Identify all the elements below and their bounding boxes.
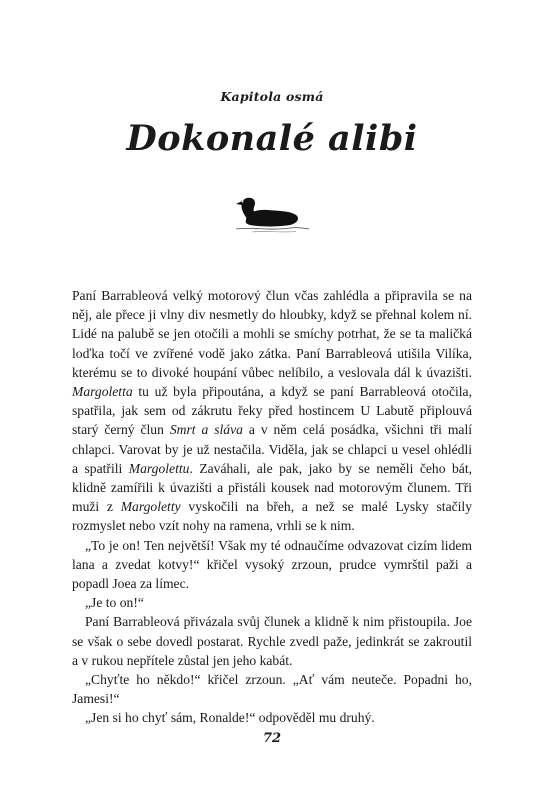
paragraph-text: „Chyťte ho někdo!“ křičel zrzoun. „Ať vám neuteče. Popadni ho, Jamesi!“ xyxy=(72,672,472,707)
paragraph-text: vyskočili na břeh, a než se malé Lysky stačily rozmyslet nebo vzít nohy na ramena, vrhli se k nim. xyxy=(72,499,473,534)
chapter-body-text xyxy=(72,286,472,728)
paragraph xyxy=(72,593,472,612)
italic-title-text: Margoletty xyxy=(120,499,181,515)
italic-title-text: Margolettu xyxy=(128,460,190,476)
paragraph-text: a v něm celá posádka, všichni tři malí chlapci. Varovat by je už nestačila. Viděla, jak se chlapci u vesel ohlédli a spatřili xyxy=(72,422,472,476)
coot-bird-icon xyxy=(232,193,312,235)
page-number: 72 xyxy=(262,731,282,746)
paragraph xyxy=(72,670,472,708)
paragraph-text: . Zaváhali, ale pak, jako by se neměli čeho bát, klidně zamířili k úvazišti a přistáli kousek nad motorovým člunem. Tři muži z xyxy=(72,460,472,515)
paragraph-text: Paní Barrableová přivázala svůj člunek a klidně k nim přistoupila. Joe se však o sebe dovedl postarat. Rychle zvedl paže, jedinkrát se zakroutil a v rukou nepřítele zůstal jen jeho kabát. xyxy=(72,614,472,668)
paragraph-text: tu už byla připoutána, a když se paní Barrableová otočila, spatřila, jak sem od zákrutu řeky před hostincem U Labutě připlouvá starý černý člun xyxy=(72,384,472,438)
chapter-label: Kapitola osmá xyxy=(220,89,324,104)
paragraph xyxy=(72,286,472,536)
paragraph xyxy=(72,708,472,727)
chapter-title: Dokonalé alibi xyxy=(126,118,418,159)
paragraph-text: Paní Barrableová velký motorový člun včas zahlédla a připravila se na něj, ale přece ji vlny div nesmetly do hloubky, když se přehnal kolem ní. Lidé na palubě se jen otočili a mohli se smíchy potrhat, že se ta maličká loďka točí ve zvířené vodě jako zátka. Paní Barrableová utišila Vilíka, kterému se to divoké houpání vůbec nelíbilo, a veslovala dál k úvazišti. xyxy=(72,288,472,380)
italic-title-text: Smrt a sláva xyxy=(169,422,243,438)
paragraph-text: „Jen si ho chyť sám, Ronalde!“ odpověděl mu druhý. xyxy=(85,710,375,726)
paragraph-text: „To je on! Ten největší! Však my té odnaučíme odvazovat cizím lidem lana a zvedat kotvy!“ křičel vysoký zrzoun, prudce vymrštil paži a popadl Joea za límec. xyxy=(72,537,472,592)
paragraph xyxy=(72,536,472,594)
paragraph-text: „Je to on!“ xyxy=(85,595,144,611)
paragraph xyxy=(72,612,472,670)
italic-title-text: Margoletta xyxy=(72,384,133,400)
